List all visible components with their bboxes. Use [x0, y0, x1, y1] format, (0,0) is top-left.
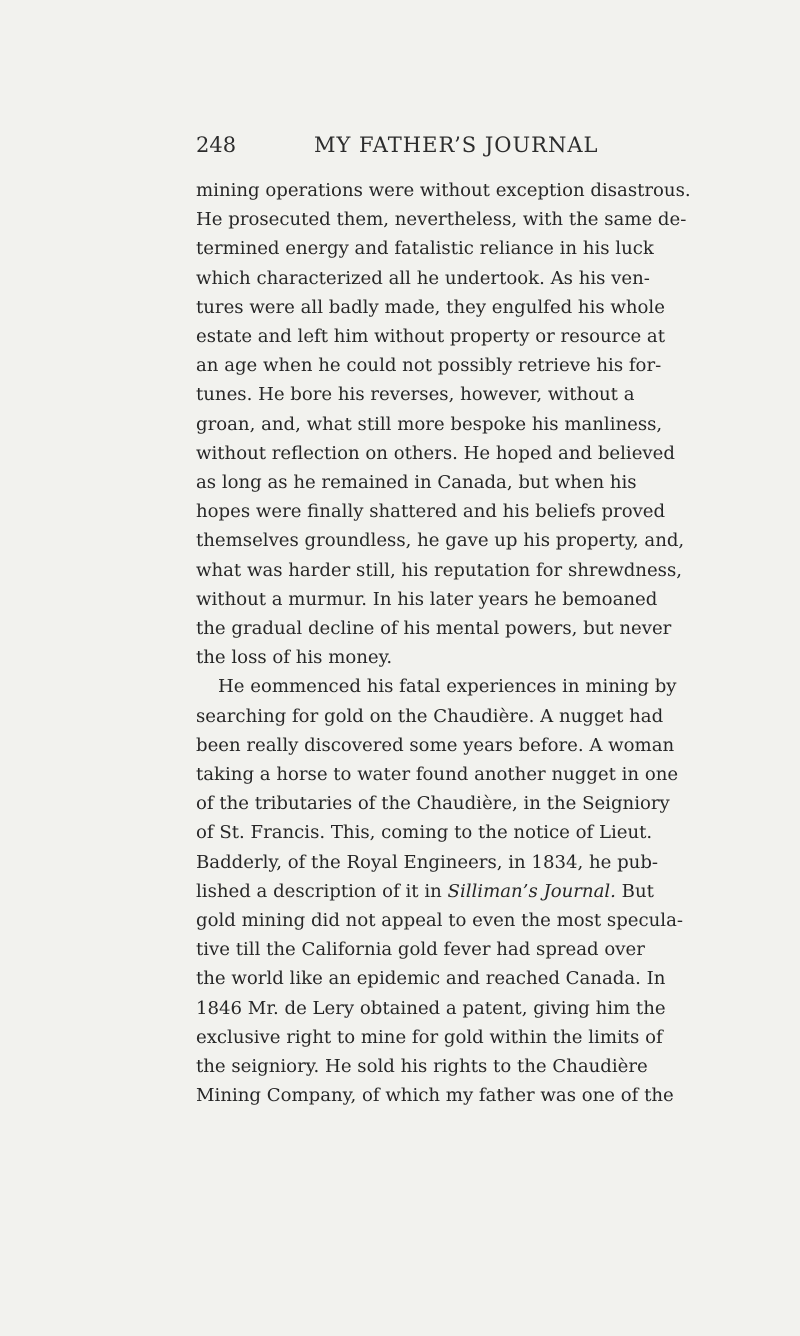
- text-line: of St. Francis. This, coming to the notice of Lieut.: [196, 822, 653, 844]
- text-line: tures were all badly made, they engulfed his whole: [196, 296, 665, 318]
- text-line: as long as he remained in Canada, but when his: [196, 472, 637, 494]
- text-line: the seigniory. He sold his rights to the Chaudière: [196, 1056, 648, 1078]
- text-line: the world like an epidemic and reached Canada. In: [196, 968, 666, 990]
- text-line: an age when he could not possibly retrieve his for-: [196, 355, 662, 377]
- running-title: MY FATHER’S JOURNAL: [314, 133, 599, 157]
- text-segment: But: [615, 880, 654, 902]
- text-line: hopes were finally shattered and his beliefs proved: [196, 501, 666, 523]
- text-line-with-citation: [196, 877, 676, 906]
- text-line: estate and left him without property or resource at: [196, 326, 665, 348]
- text-line: the loss of his money.: [196, 647, 393, 669]
- text-line: exclusive right to mine for gold within the limits of: [196, 1026, 663, 1048]
- text-line: termined energy and fatalistic reliance in his luck: [196, 238, 654, 260]
- page-header: [196, 133, 676, 163]
- text-line: without a murmur. In his later years he bemoaned: [196, 588, 658, 610]
- text-line: searching for gold on the Chaudière. A nugget had: [196, 705, 664, 727]
- text-line: gold mining did not appeal to even the most specula-: [196, 910, 683, 932]
- text-line: what was harder still, his reputation for shrewdness,: [196, 559, 682, 581]
- text-line: Badderly, of the Royal Engineers, in 1834, he pub-: [196, 851, 659, 873]
- text-line: taking a horse to water found another nugget in one: [196, 764, 679, 786]
- text-segment: lished a description of it in: [196, 880, 442, 902]
- text-line: 1846 Mr. de Lery obtained a patent, giving him the: [196, 997, 666, 1019]
- journal-title: Silliman’s Journal.: [447, 880, 616, 902]
- text-line: without reflection on others. He hoped and believed: [196, 442, 675, 464]
- text-line: tive till the California gold fever had spread over: [196, 939, 645, 961]
- text-line: the gradual decline of his mental powers, but never: [196, 618, 672, 640]
- text-line: groan, and, what still more bespoke his manliness,: [196, 413, 663, 435]
- page-number: 248: [196, 133, 237, 157]
- text-line: mining operations were without exception disastrous.: [196, 180, 691, 201]
- paragraph-start-line: He eommenced his fatal experiences in mining by: [218, 676, 677, 698]
- text-line: been really discovered some years before. A woman: [196, 734, 675, 756]
- text-line: Mining Company, of which my father was one of the: [196, 1085, 674, 1107]
- body-text: [196, 176, 691, 1111]
- text-line: tunes. He bore his reverses, however, without a: [196, 384, 635, 406]
- text-line: of the tributaries of the Chaudière, in the Seigniory: [196, 793, 670, 815]
- text-line: themselves groundless, he gave up his property, and,: [196, 530, 685, 552]
- text-line: He prosecuted them, nevertheless, with the same de-: [196, 209, 687, 231]
- text-line: which characterized all he undertook. As his ven-: [196, 267, 650, 289]
